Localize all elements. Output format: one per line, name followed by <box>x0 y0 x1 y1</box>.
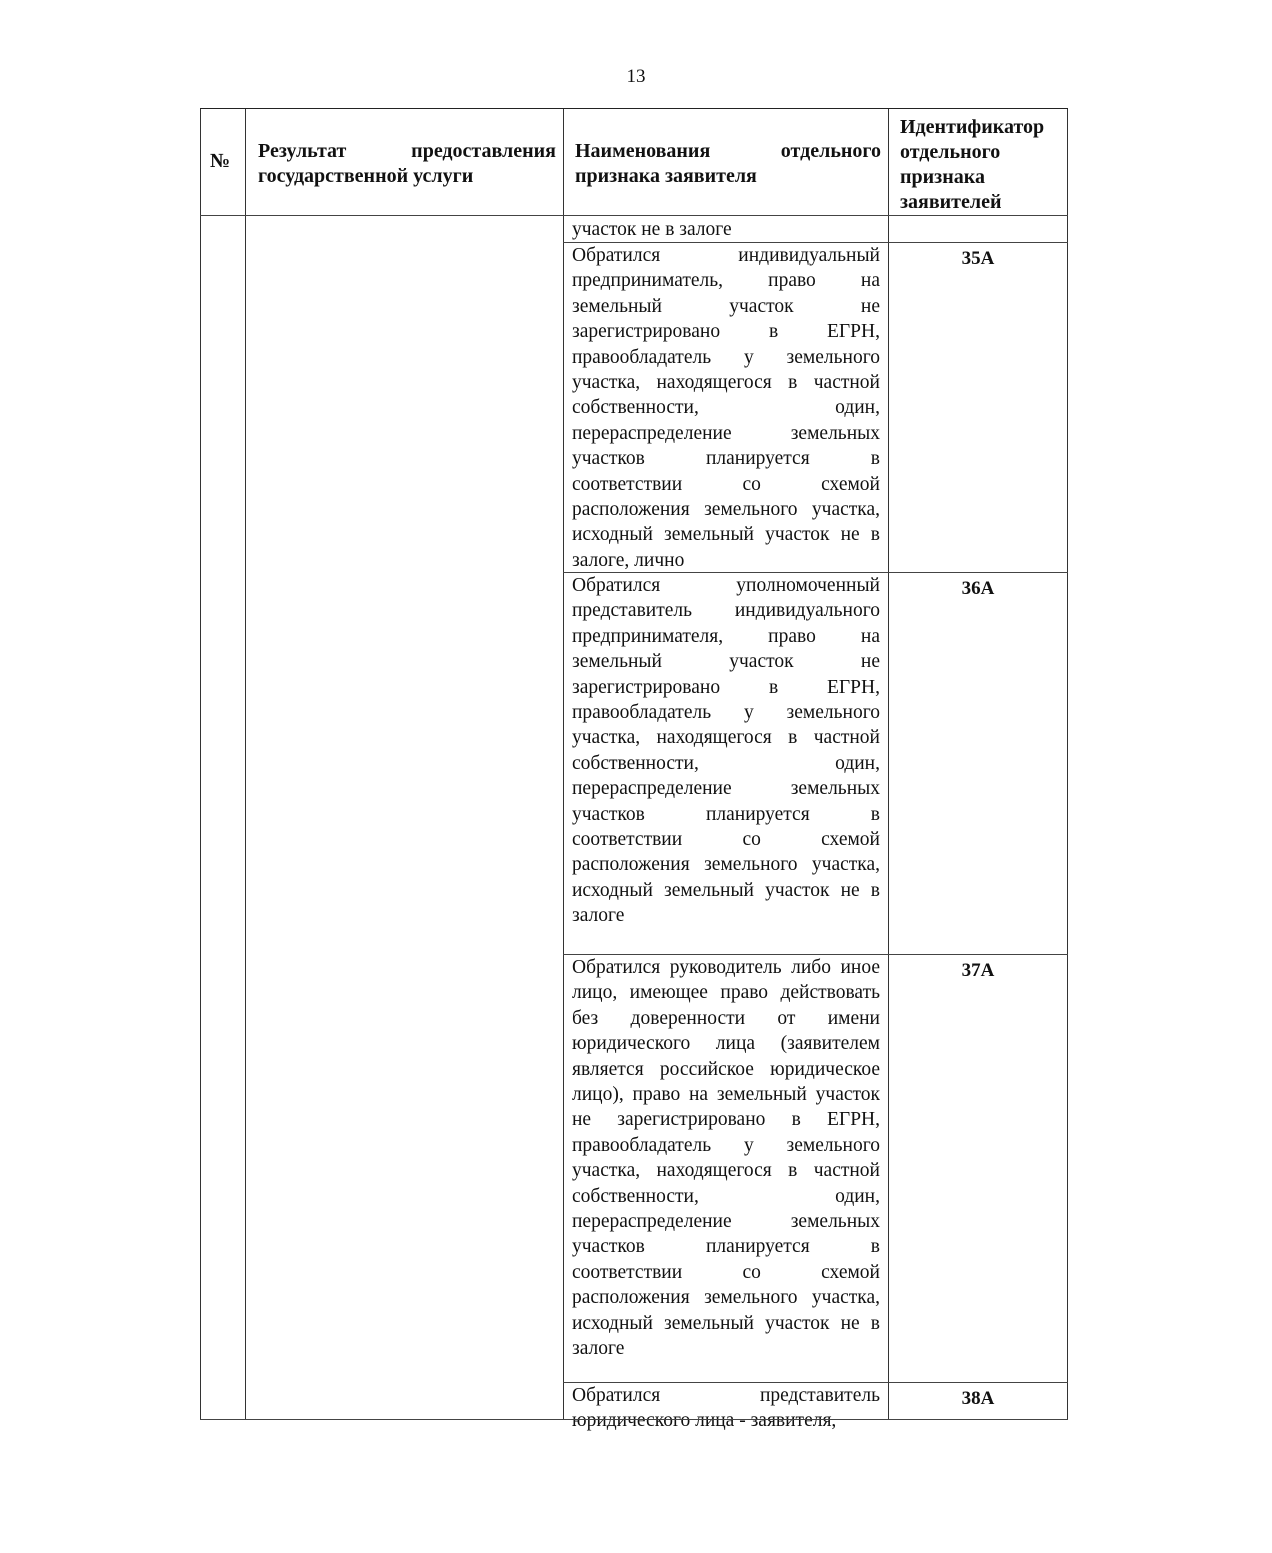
row-36a-id: 36А <box>961 578 995 599</box>
row-37a-id: 37А <box>961 960 995 981</box>
header-attribute-name: Наименования отдельного признака заявителя <box>575 140 881 187</box>
table-border-left <box>200 109 201 1419</box>
header-bottom-rule <box>200 215 1068 216</box>
header-number: № <box>210 150 231 172</box>
page-number: 13 <box>626 66 646 87</box>
column-divider-3 <box>888 109 889 1419</box>
table-header <box>200 109 1068 215</box>
row-35a-text: Обратился индивидуальный предприниматель, право на земельный участок не зарегистрировано в ЕГРН, правообладатель у земельного участка, находящегося в частной собственности, один, перераспределение земельных участков планируется в соответствии со схемой расположения земельного участка, исходный земельный участок не в залоге, лично <box>572 245 880 571</box>
table-bottom-rule <box>200 1419 1068 1420</box>
attributes-table <box>200 108 1068 1432</box>
row-38a-id: 38А <box>961 1388 995 1409</box>
table-border-right <box>1067 109 1068 1419</box>
table-row-text <box>572 955 880 1383</box>
row-36a-text: Обратился уполномоченный представитель индивидуального предпринимателя, право на земельный участок не зарегистрировано в ЕГРН, правообладатель у земельного участка, находящегося в частной собственности, один, перераспределение земельных участков планируется в соответствии со схемой расположения земельного участка, исходный земельный участок не в залоге <box>572 575 880 927</box>
header-result: Результат предоставления государственной услуги <box>258 140 556 187</box>
continuation-text: участок не в залоге <box>572 219 732 240</box>
column-divider-2 <box>563 109 564 1419</box>
header-identifier: Идентификатор отдельного признака заявителей <box>900 116 1045 213</box>
table-row-text <box>572 573 880 953</box>
continuation-cell <box>572 217 880 242</box>
column-divider-1 <box>245 109 246 1419</box>
table-row-text <box>572 1383 880 1432</box>
table-row-text <box>572 243 880 571</box>
row-35a-id: 35А <box>961 248 995 269</box>
row-37a-text: Обратился руководитель либо иное лицо, имеющее право действовать без доверенности от имени юридического лица (заявителем является российское юридическое лицо), право на земельный участок не зарегистрировано в ЕГРН, правообладатель у земельного участка, находящегося в частной собственности, один, перераспределение земельных участков планируется в соответствии со схемой расположения земельного участка, исходный земельный участок не в залоге <box>572 957 880 1360</box>
row-38a-text: Обратился представитель юридического лица - заявителя, <box>572 1385 880 1432</box>
